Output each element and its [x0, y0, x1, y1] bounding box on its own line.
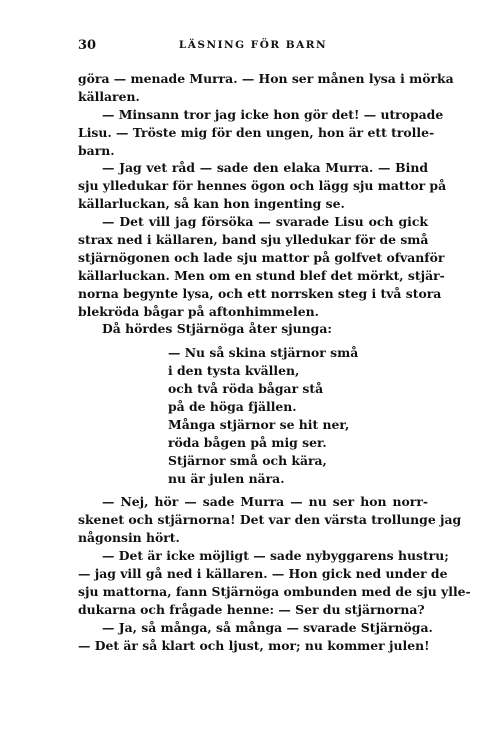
text-line: skenet och stjärnorna! Det var den värsta trollunge jag: [78, 512, 462, 528]
text-line: strax ned i källaren, band sju ylledukar för de små: [78, 232, 429, 248]
body-text: [78, 70, 471, 655]
text-line: — Det är icke möjligt — sade nybyggarens hustru;: [102, 548, 449, 564]
poem-stanza: [168, 344, 428, 487]
text-line: någonsin hört.: [78, 530, 180, 546]
text-line: — Det är så klart och ljust, mor; nu kommer julen!: [78, 637, 430, 653]
text-line: stjärnögonen och lade sju mattor på golfvet ofvanför: [78, 249, 445, 265]
text-line: — Ja, så många, så många — svarade Stjärnöga.: [102, 619, 433, 635]
text-line: — Minsann tror jag icke hon gör det! — utropade: [102, 106, 444, 122]
text-line: källarluckan, så kan hon ingenting se.: [78, 196, 345, 212]
running-title: LÄSNING FÖR BARN: [178, 39, 328, 51]
text-line: dukarna och frågade henne: — Ser du stjärnorna?: [78, 601, 425, 617]
poem-line: och två röda bågar stå: [168, 381, 324, 397]
page-header: [78, 38, 428, 56]
text-line: Då hördes Stjärnöga åter sjunga:: [102, 321, 332, 337]
text-line: — jag vill gå ned i källaren. — Hon gick ned under de: [78, 566, 448, 582]
text-line: källaren.: [78, 88, 140, 104]
text-line: — Nej, hör — sade Murra — nu ser hon norr-: [102, 494, 428, 510]
poem-line: — Nu så skina stjärnor små: [168, 345, 359, 361]
page-number: 30: [78, 38, 97, 53]
text-line: sju ylledukar för hennes ögon och lägg sju mattor på: [78, 178, 447, 194]
poem-line: röda bågen på mig ser.: [168, 434, 327, 450]
poem-line: nu är julen nära.: [168, 470, 285, 486]
poem-line: i den tysta kvällen,: [168, 363, 300, 379]
text-line: barn.: [78, 142, 115, 158]
poem-line: Stjärnor små och kära,: [168, 452, 327, 468]
poem-line: på de höga fjällen.: [168, 399, 297, 415]
poem-line: Många stjärnor se hit ner,: [168, 416, 350, 432]
text-line: Lisu. — Tröste mig för den ungen, hon är ett trolle-: [78, 124, 435, 140]
text-line: blekröda bågar på aftonhimmelen.: [78, 303, 319, 319]
text-line: källarluckan. Men om en stund blef det mörkt, stjär-: [78, 267, 445, 283]
prose-before: [78, 70, 454, 338]
text-line: — Det vill jag försöka — svarade Lisu och gick: [102, 214, 428, 230]
text-line: sju mattorna, fann Stjärnöga ombunden med de sju ylle-: [78, 583, 471, 599]
text-line: norna begynte lysa, och ett norrsken steg i två stora: [78, 285, 442, 301]
text-line: göra — menade Murra. — Hon ser månen lysa i mörka: [78, 71, 454, 86]
text-line: — Jag vet råd — sade den elaka Murra. — Bind: [102, 160, 428, 176]
prose-after: [78, 493, 471, 654]
